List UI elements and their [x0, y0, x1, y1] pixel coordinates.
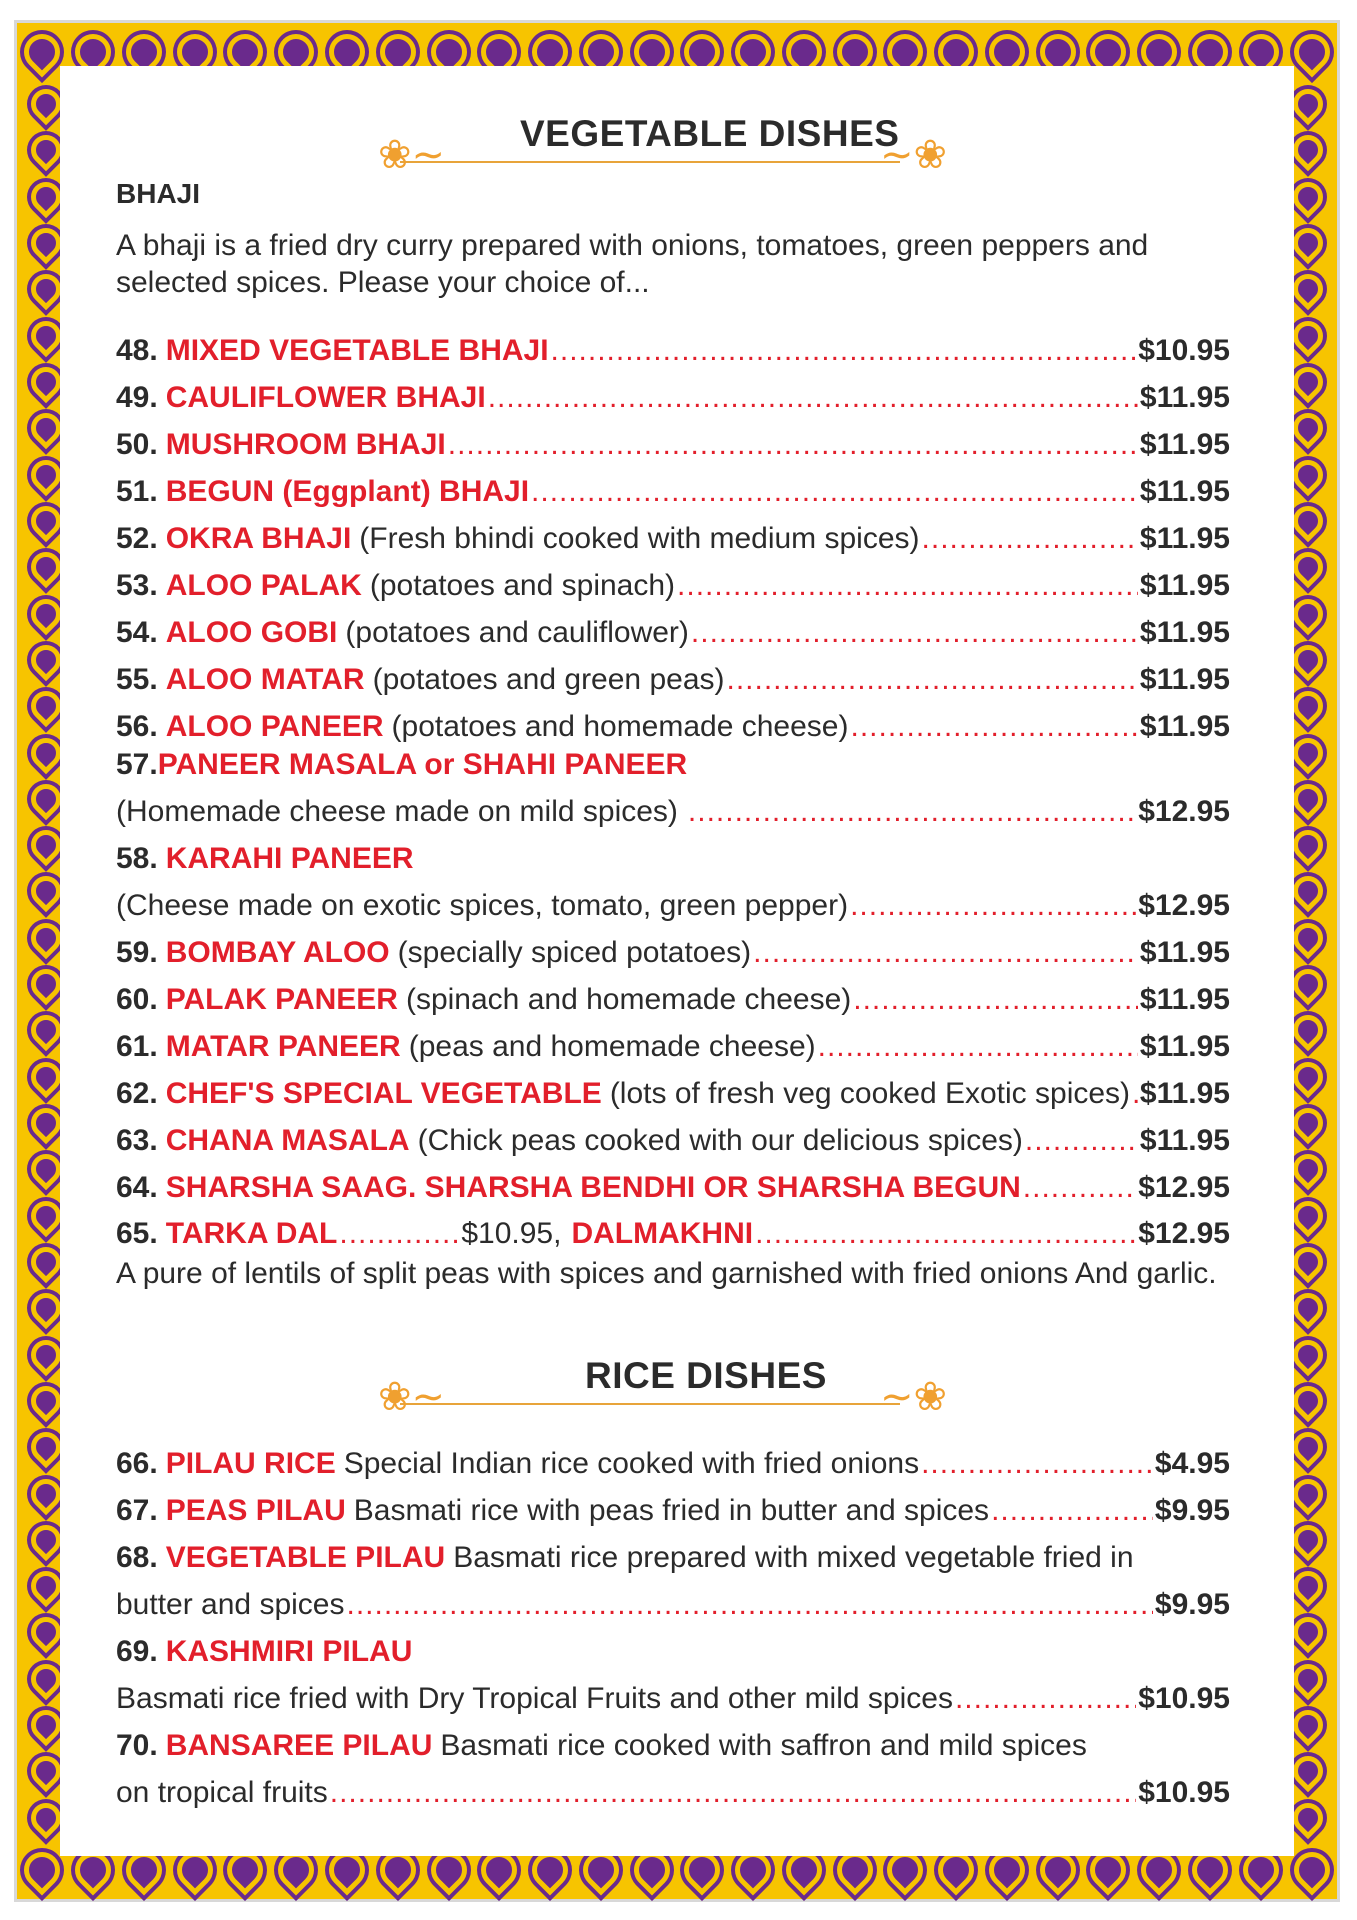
- item-note: (spinach and homemade cheese): [405, 983, 852, 1016]
- dot-leader: [346, 1588, 1152, 1622]
- dal-description: A pure of lentils of split peas with spices and garnished with fried onions And garlic.: [116, 1257, 1217, 1290]
- dot-leader: [488, 381, 1138, 415]
- dot-leader: [753, 936, 1138, 970]
- item-price: $12.95: [1138, 795, 1230, 828]
- item-name: MATAR PANEER: [165, 1030, 401, 1063]
- item-name: PALAK PANEER: [165, 983, 398, 1016]
- item-number: 63.: [116, 1124, 158, 1157]
- menu-item-57-title: [116, 748, 1230, 788]
- menu-item-68-detail: [116, 1588, 1230, 1628]
- dot-leader: [691, 616, 1138, 650]
- item-note: (peas and homemade cheese): [408, 1030, 816, 1063]
- item-number: 48.: [116, 334, 158, 367]
- dot-leader: [551, 334, 1137, 368]
- item-price: $9.95: [1154, 1588, 1230, 1621]
- menu-item: [116, 475, 1230, 515]
- menu-item-67: [116, 1494, 1230, 1534]
- item-note-cont: Basmati rice fried with Dry Tropical Fruits and other mild spices: [116, 1682, 953, 1715]
- item-note: (lots of fresh veg cooked Exotic spices): [609, 1077, 1131, 1110]
- heading-rule: [400, 1403, 900, 1405]
- item-price-2: $12.95: [1138, 1217, 1230, 1250]
- item-name: PANEER MASALA or SHAHI PANEER: [157, 748, 688, 781]
- item-price: $11.95: [1139, 616, 1230, 649]
- item-price: $11.95: [1139, 710, 1230, 743]
- section-title-rice: RICE DISHES: [585, 1355, 827, 1396]
- item-price: $10.95: [1138, 334, 1230, 367]
- dot-leader: [330, 1776, 1136, 1810]
- menu-item-58-title: [116, 842, 1230, 882]
- item-number: 54.: [116, 616, 158, 649]
- item-name: TARKA DAL: [165, 1217, 338, 1250]
- item-name: BEGUN (Eggplant) BHAJI: [165, 475, 530, 508]
- ornament-swirl-right-icon: ∼❀: [880, 1375, 948, 1419]
- dot-leader: [853, 983, 1138, 1017]
- item-name: CAULIFLOWER BHAJI: [165, 381, 486, 414]
- item-price: $11.95: [1139, 936, 1230, 969]
- item-name: SHARSHA SAAG. SHARSHA BENDHI OR SHARSHA BEGUN: [165, 1171, 1021, 1204]
- item-number: 49.: [116, 381, 158, 414]
- item-name: ALOO MATAR: [165, 663, 365, 696]
- item-name-2: DALMAKHNI: [571, 1217, 754, 1250]
- item-price: $11.95: [1139, 569, 1230, 602]
- item-note: (specially spiced potatoes): [397, 936, 752, 969]
- item-name: KARAHI PANEER: [165, 842, 414, 875]
- menu-item-69-detail: [116, 1682, 1230, 1722]
- dot-leader: [531, 475, 1138, 509]
- dot-leader: [818, 1030, 1138, 1064]
- item-number: 50.: [116, 428, 158, 461]
- menu-item: [116, 663, 1230, 703]
- dot-leader: [1025, 1124, 1138, 1158]
- menu-item-66: [116, 1447, 1230, 1487]
- menu-item-69-title: [116, 1635, 1230, 1675]
- menu-item: [116, 1124, 1230, 1164]
- dot-leader: [727, 663, 1138, 697]
- dot-leader: [339, 1217, 459, 1251]
- ornament-swirl-left-icon: ❀∼: [378, 133, 446, 177]
- dot-leader: [1023, 1171, 1136, 1205]
- item-price: $12.95: [1138, 889, 1230, 922]
- item-price: $11.95: [1139, 983, 1230, 1016]
- item-note: Basmati rice cooked with saffron and mild spices: [440, 1729, 1087, 1762]
- item-note: (Homemade cheese made on mild spices): [116, 795, 678, 828]
- item-note: (Chick peas cooked with our delicious spices): [417, 1124, 1023, 1157]
- dot-leader: [991, 1494, 1153, 1528]
- menu-item: [116, 334, 1230, 374]
- item-note-cont: butter and spices: [116, 1588, 345, 1621]
- item-number: 61.: [116, 1030, 158, 1063]
- menu-item-58-detail: [116, 889, 1230, 929]
- item-number: 57.: [116, 748, 158, 781]
- section-title-vegetable: VEGETABLE DISHES: [520, 113, 900, 154]
- item-name: PILAU RICE: [165, 1447, 336, 1480]
- item-number: 68.: [116, 1541, 158, 1574]
- menu-item: [116, 1171, 1230, 1211]
- item-name: OKRA BHAJI: [165, 522, 352, 555]
- item-price: $12.95: [1138, 1171, 1230, 1204]
- ornament-swirl-left-icon: ❀∼: [378, 1375, 446, 1419]
- dot-leader: [921, 1447, 1153, 1481]
- item-name: KASHMIRI PILAU: [165, 1635, 413, 1668]
- item-price: $9.95: [1154, 1494, 1230, 1527]
- menu-item: [116, 983, 1230, 1023]
- item-note: Basmati rice prepared with mixed vegetable fried in: [453, 1541, 1134, 1574]
- item-price: $11.95: [1139, 1077, 1230, 1110]
- item-name: ALOO PALAK: [165, 569, 362, 602]
- item-note: Basmati rice with peas fried in butter and spices: [353, 1494, 990, 1527]
- item-number: 51.: [116, 475, 158, 508]
- item-price: $10.95: [1138, 1682, 1230, 1715]
- menu-item: [116, 710, 1230, 750]
- item-name: MIXED VEGETABLE BHAJI: [165, 334, 549, 367]
- item-note: (potatoes and homemade cheese): [391, 710, 849, 743]
- menu-item: [116, 381, 1230, 421]
- subheading-bhaji: BHAJI: [116, 178, 201, 209]
- menu-item-68-title: [116, 1541, 1230, 1581]
- menu-item: [116, 1030, 1230, 1070]
- dot-leader: [922, 522, 1138, 556]
- menu-item: [116, 616, 1230, 656]
- item-number: 67.: [116, 1494, 158, 1527]
- item-price: $11.95: [1139, 522, 1230, 555]
- dot-leader: [955, 1682, 1136, 1716]
- item-note: (potatoes and cauliflower): [345, 616, 689, 649]
- bhaji-description: A bhaji is a fried dry curry prepared with onions, tomatoes, green peppers and selected spices. Please your choice of...: [116, 229, 1149, 299]
- item-number: 70.: [116, 1729, 158, 1762]
- item-note-cont: on tropical fruits: [116, 1776, 328, 1809]
- dot-leader: [688, 795, 1136, 829]
- item-number: 62.: [116, 1077, 158, 1110]
- dot-leader: [850, 710, 1137, 744]
- dot-leader: [1132, 1077, 1138, 1111]
- item-number: 69.: [116, 1635, 158, 1668]
- item-note: (Fresh bhindi cooked with medium spices): [359, 522, 920, 555]
- item-number: 65.: [116, 1217, 158, 1250]
- item-note: (potatoes and spinach): [369, 569, 676, 602]
- menu-item: [116, 936, 1230, 976]
- item-note: Special Indian rice cooked with fried onions: [343, 1447, 920, 1480]
- item-number: 52.: [116, 522, 158, 555]
- item-number: 59.: [116, 936, 158, 969]
- item-price: $4.95: [1154, 1447, 1230, 1480]
- dot-leader: [755, 1217, 1136, 1251]
- menu-item: [116, 569, 1230, 609]
- item-name: ALOO PANEER: [165, 710, 384, 743]
- item-price: $11.95: [1139, 475, 1230, 508]
- item-number: 66.: [116, 1447, 158, 1480]
- heading-rule: [400, 161, 900, 163]
- menu-item: [116, 522, 1230, 562]
- item-name: PEAS PILAU: [165, 1494, 346, 1527]
- item-number: 55.: [116, 663, 158, 696]
- item-number: 58.: [116, 842, 158, 875]
- item-price: $11.95: [1139, 663, 1230, 696]
- menu-item-70-detail: [116, 1776, 1230, 1816]
- dot-leader: [850, 889, 1136, 923]
- dot-leader: [677, 569, 1138, 603]
- item-name: BANSAREE PILAU: [165, 1729, 433, 1762]
- menu-item: [116, 428, 1230, 468]
- item-number: 53.: [116, 569, 158, 602]
- item-price: $11.95: [1139, 428, 1230, 461]
- item-number: 64.: [116, 1171, 158, 1204]
- item-name: VEGETABLE PILAU: [165, 1541, 446, 1574]
- item-price: $10.95,: [461, 1217, 562, 1250]
- item-name: MUSHROOM BHAJI: [165, 428, 446, 461]
- item-price: $11.95: [1139, 381, 1230, 414]
- item-name: ALOO GOBI: [165, 616, 338, 649]
- menu-item-70-title: [116, 1729, 1230, 1769]
- item-price: $10.95: [1138, 1776, 1230, 1809]
- menu-item-65: [116, 1217, 1230, 1257]
- item-price: $11.95: [1139, 1030, 1230, 1063]
- ornament-swirl-right-icon: ∼❀: [880, 133, 948, 177]
- item-number: 60.: [116, 983, 158, 1016]
- item-note: (potatoes and green peas): [372, 663, 725, 696]
- menu-item: [116, 1077, 1230, 1117]
- item-number: 56.: [116, 710, 158, 743]
- menu-item-57-detail: [116, 795, 1230, 835]
- item-name: CHEF'S SPECIAL VEGETABLE: [165, 1077, 602, 1110]
- item-name: CHANA MASALA: [165, 1124, 410, 1157]
- dot-leader: [448, 428, 1138, 462]
- item-note: (Cheese made on exotic spices, tomato, green pepper): [116, 889, 849, 922]
- item-price: $11.95: [1139, 1124, 1230, 1157]
- item-name: BOMBAY ALOO: [165, 936, 390, 969]
